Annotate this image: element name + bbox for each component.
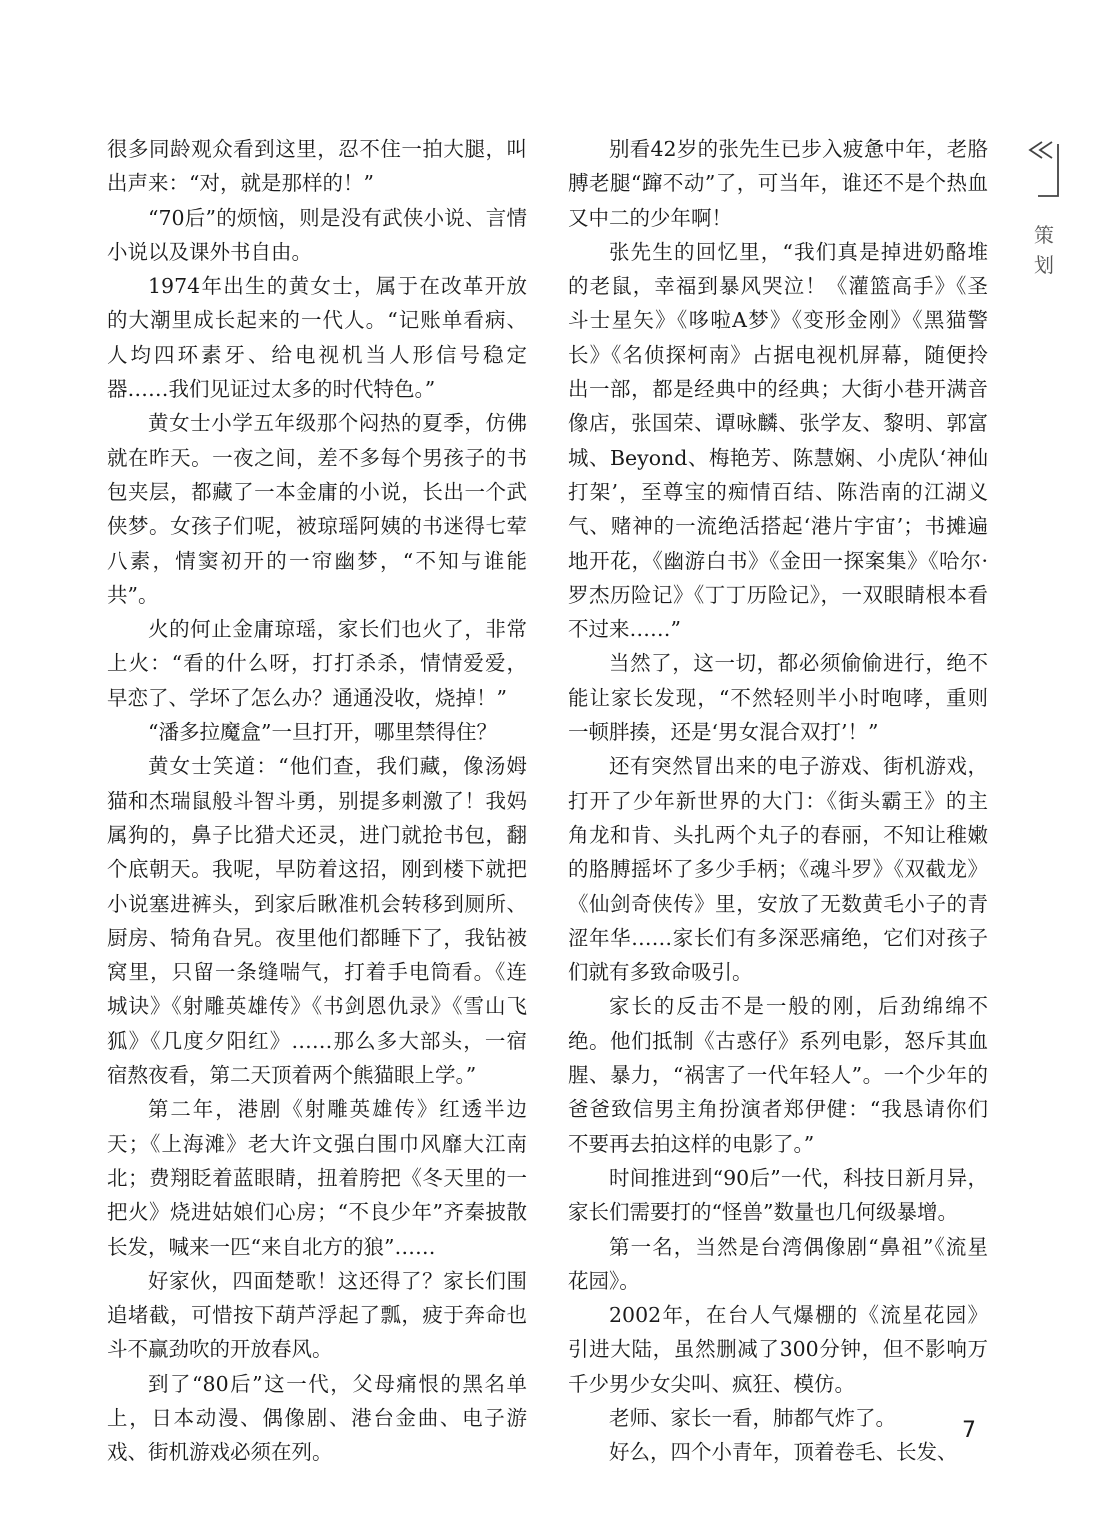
section-label-char: 策	[1034, 223, 1054, 247]
page-number: 7	[962, 1418, 976, 1443]
paragraph: 时间推进到“90后”一代，科技日新月异，家长们需要打的“怪兽”数量也几何级暴增。	[568, 1165, 988, 1225]
double-chevron-bracket-icon	[1024, 140, 1064, 200]
paragraph: “潘多拉魔盒”一旦打开，哪里禁得住？	[148, 720, 497, 745]
paragraph: 还有突然冒出来的电子游戏、街机游戏，打开了少年新世界的大门：《街头霸王》的主角龙和肯、头扎两个丸子的春丽，不知让稚嫩的胳膊摇坏了多少手柄；《魂斗罗》《双截龙》《仙剑奇侠传》里，安放了无数黄毛小子的青涩年华……家长们有多深恶痛绝，它们对孩子们就有多致命吸引。	[568, 754, 988, 985]
paragraph: 1974年出生的黄女士，属于在改革开放的大潮里成长起来的一代人。“记账单看病、人均四环素牙、给电视机当人形信号稳定器……我们见证过太多的时代特色。”	[107, 274, 527, 402]
paragraph: 老师、家长一看，肺都气炸了。	[609, 1405, 896, 1430]
paragraph: 2002年，在台人气爆棚的《流星花园》引进大陆，虽然删减了300分钟，但不影响万千少男少女尖叫、疯狂、模仿。	[568, 1303, 988, 1396]
paragraph: 好么，四个小青年，顶着卷毛、长发、	[609, 1440, 958, 1465]
paragraph: 第一名，当然是台湾偶像剧“鼻祖”《流星花园》。	[568, 1234, 988, 1293]
paragraph: “70后”的烦恼，则是没有武侠小说、言情小说以及课外书自由。	[107, 205, 527, 264]
paragraph: 第二年，港剧《射雕英雄传》红透半边天；《上海滩》老大许文强白围巾风靡大江南北；费翔眨着蓝眼睛，扭着胯把《冬天里的一把火》烧进姑娘们心房；“不良少年”齐秦披散长发，喊来一匹“来自北方的狼”……	[107, 1097, 527, 1259]
paragraph: 到了“80后”这一代，父母痛恨的黑名单上，日本动漫、偶像剧、港台金曲、电子游戏、街机游戏必须在列。	[107, 1371, 527, 1465]
paragraph: 黄女士小学五年级那个闷热的夏季，仿佛就在昨天。一夜之间，差不多每个男孩子的书包夹层，都藏了一本金庸的小说，长出一个武侠梦。女孩子们呢，被琼瑶阿姨的书迷得七荤八素，情窦初开的一帘幽梦，“不知与谁能共”。	[107, 411, 527, 607]
paragraph: 当然了，这一切，都必须偷偷进行，绝不能让家长发现，“不然轻则半小时咆哮，重则一顿胖揍，还是‘男女混合双打’！”	[568, 651, 988, 745]
paragraph: 火的何止金庸琼瑶，家长们也火了，非常上火：“看的什么呀，打打杀杀，情情爱爱，早恋了、学坏了怎么办？通通没收，烧掉！”	[107, 617, 527, 710]
right-text-column	[568, 132, 988, 1470]
paragraph: 很多同龄观众看到这里，忍不住一拍大腿，叫出声来：“对，就是那样的！”	[107, 137, 527, 196]
section-label-char: 划	[1034, 253, 1054, 277]
section-tab	[1024, 140, 1064, 430]
paragraph: 黄女士笑道：“他们查，我们藏，像汤姆猫和杰瑞鼠般斗智斗勇，别提多刺激了！我妈属狗的，鼻子比猎犬还灵，进门就抢书包，翻个底朝天。我呢，早防着这招，刚到楼下就把小说塞进裤头，到家后瞅准机会转移到厕所、厨房、犄角旮旯。夜里他们都睡下了，我钻被窝里，只留一条缝喘气，打着手电筒看。《连城诀》《射雕英雄传》《书剑恩仇录》《雪山飞狐》《几度夕阳红》……那么多大部头，一宿宿熬夜看，第二天顶着两个熊猫眼上学。”	[107, 754, 527, 1088]
paragraph: 家长的反击不是一般的刚，后劲绵绵不绝。他们抵制《古惑仔》系列电影，怒斥其血腥、暴力，“祸害了一代年轻人”。一个少年的爸爸致信男主角扮演者郑伊健：“我恳请你们不要再去拍这样的电影了。”	[568, 994, 988, 1156]
paragraph: 好家伙，四面楚歌！这还得了？家长们围追堵截，可惜按下葫芦浮起了瓢，疲于奔命也斗不赢劲吹的开放春风。	[107, 1268, 527, 1362]
left-text-column	[107, 132, 527, 1470]
paragraph: 别看42岁的张先生已步入疲惫中年，老胳膊老腿“蹿不动”了，可当年，谁还不是个热血又中二的少年啊！	[568, 137, 988, 230]
paragraph: 张先生的回忆里，“我们真是掉进奶酪堆的老鼠，幸福到暴风哭泣！《灌篮高手》《圣斗士星矢》《哆啦A梦》《变形金刚》《黑猫警长》《名侦探柯南》占据电视机屏幕，随便拎出一部，都是经典中的经典；大街小巷开满音像店，张国荣、谭咏麟、张学友、黎明、郭富城、Beyond、梅艳芳、陈慧娴、小虎队‘神仙打架’，至尊宝的痴情百结、陈浩南的江湖义气、赌神的一流绝活搭起‘港片宇宙’；书摊遍地开花，《幽游白书》《金田一探案集》《哈尔·罗杰历险记》《丁丁历险记》，一双眼睛根本看不过来……”	[568, 239, 988, 642]
section-label	[1032, 220, 1056, 280]
